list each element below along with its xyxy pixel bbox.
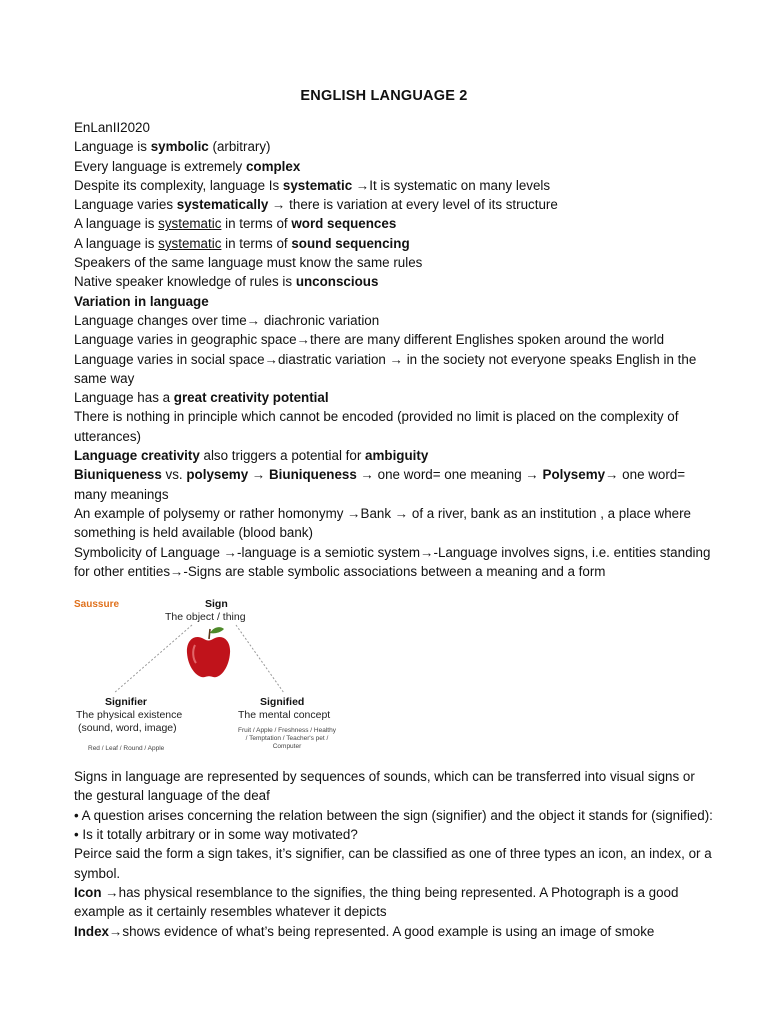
text-paragraph: Peirce said the form a sign takes, it’s signifier, can be classified as one of three types an icon, an index, or a symbol.: [74, 846, 712, 881]
text-paragraph: Icon →has physical resemblance to the signifies, the thing being represented. A Photograph is a good example as it certainly resembles whatever it depicts: [74, 884, 679, 920]
text-line: Despite its complexity, language Is systematic →It is systematic on many levels: [74, 177, 551, 193]
signifier-examples: Red / Leaf / Round / Apple: [88, 745, 165, 753]
text-line: Language varies in geographic space→there are many different Englishes spoken around the world: [74, 332, 665, 348]
text-paragraph: An example of polysemy or rather homonymy →Bank → of a river, bank as an institution , a place where something is held available (blood bank): [74, 505, 692, 541]
sign-label: Sign: [205, 598, 228, 611]
apple-image: [187, 627, 230, 677]
text-line: Index→shows evidence of what’s being represented. A good example is using an image of smoke: [74, 923, 655, 939]
signified-description: The mental concept: [238, 709, 331, 722]
course-code: EnLanII2020: [74, 120, 150, 135]
text-line: Language creativity also triggers a potential for ambiguity: [74, 448, 429, 464]
text-line: A language is systematic in terms of sound sequencing: [74, 235, 410, 251]
text-paragraph: Language varies in social space→diastratic variation → in the society not everyone speaks English in the same way: [74, 351, 697, 386]
diagram-heading: Saussure: [74, 599, 120, 611]
signified-label: Signified: [260, 696, 305, 709]
text-line: Language is symbolic (arbitrary): [74, 139, 271, 155]
text-line: Every language is extremely complex: [74, 158, 301, 174]
saussure-sign-diagram: [74, 593, 336, 755]
text-line: Language changes over time→ diachronic variation: [74, 312, 380, 328]
signifier-description-2: (sound, word, image): [78, 722, 177, 735]
signifier-label: Signifier: [105, 696, 148, 709]
text-line: A language is systematic in terms of word sequences: [74, 216, 397, 232]
signifier-description: The physical existence: [76, 709, 183, 722]
page-title: ENGLISH LANGUAGE 2: [300, 88, 468, 104]
sign-description: The object / thing: [165, 611, 246, 624]
text-paragraph: Signs in language are represented by sequences of sounds, which can be transferred into visual signs or the gestural language of the deaf: [74, 769, 695, 804]
signified-examples: Fruit / Apple / Freshness / Healthy / Temptation / Teacher's pet / Computer: [238, 727, 336, 751]
text-line: Native speaker knowledge of rules is unconscious: [74, 274, 379, 290]
text-line: Speakers of the same language must know the same rules: [74, 255, 423, 271]
text-paragraph: There is nothing in principle which cannot be encoded (provided no limit is placed on the complexity of utterances): [74, 409, 679, 444]
text-paragraph: Symbolicity of Language →-language is a semiotic system→-Language involves signs, i.e. entities standing for other entities→-Signs are stable symbolic associations between a meaning and a form: [74, 544, 711, 579]
text-line: Language varies systematically → there is variation at every level of its structure: [74, 197, 558, 213]
text-line: Language has a great creativity potential: [74, 390, 329, 406]
text-paragraph: Biuniqueness vs. polysemy → Biuniqueness → one word= one meaning → Polysemy→ one word= many meanings: [74, 467, 686, 502]
document-body: [74, 118, 714, 941]
section-heading: Variation in language: [74, 293, 209, 309]
text-paragraph: • A question arises concerning the relation between the sign (signifier) and the object it stands for (signified): • Is it totally arbitrary or in some way motivated?: [74, 807, 713, 843]
